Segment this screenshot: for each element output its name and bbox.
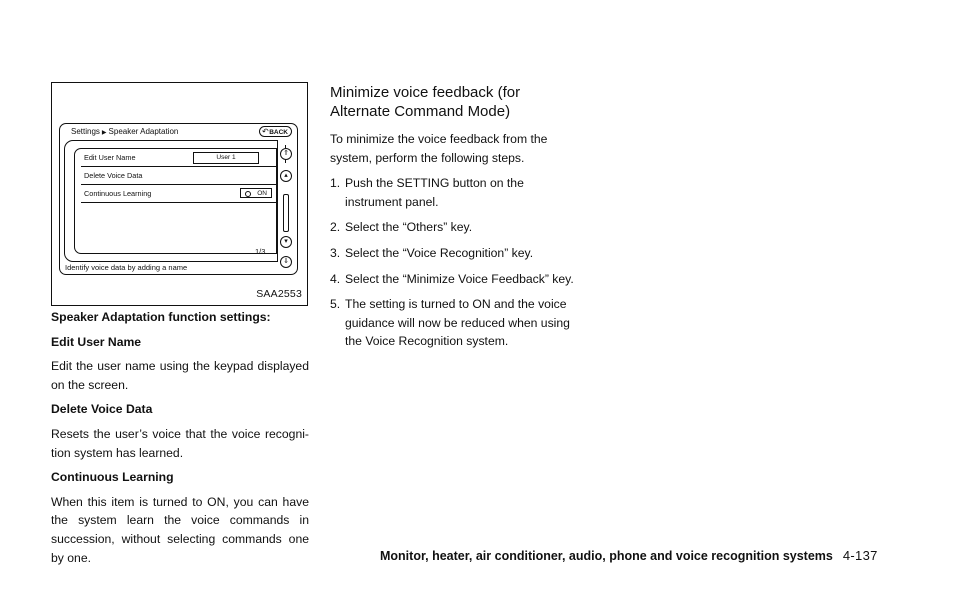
left-column [51,308,309,573]
page-indicator: 1/3 [255,247,266,256]
menu-item-label: Delete Voice Data [84,171,143,180]
chevron-up-icon: ▴ [284,172,288,179]
step-item [330,174,580,211]
step-number: 4. [330,271,341,286]
scroll-down-button[interactable] [280,236,292,248]
breadcrumb-parent[interactable]: Settings [71,127,100,136]
page-up-button[interactable] [280,148,292,160]
screen-figure [51,82,308,306]
scroll-up-button[interactable] [280,170,292,182]
breadcrumb-current: Speaker Adaptation [108,127,179,136]
menu-item-edit-user-name[interactable] [81,149,277,167]
page-footer [380,548,908,563]
menu-item-empty [81,203,277,220]
menu-item-continuous-learning[interactable] [81,185,277,203]
step-item [330,244,580,263]
step-text: Select the “Voice Recognition” key. [345,245,534,260]
double-chevron-up-icon: ⇑ [283,150,289,157]
step-number: 2. [330,220,341,235]
subheading-continuous-learning: Continuous Learning [51,470,174,485]
step-item [330,270,580,289]
menu-frame [64,140,278,262]
triangle-right-icon: ▶ [101,130,107,136]
step-number: 1. [330,176,341,191]
step-text: Select the “Others” key. [345,220,473,235]
toggle-state: ON [257,190,267,197]
user-name-value: User 1 [193,152,259,164]
back-label: BACK [269,129,288,136]
subheading-delete-voice-data: Delete Voice Data [51,402,153,417]
display-screen [59,123,298,275]
subheading-edit-user-name: Edit User Name [51,334,142,349]
steps-list [330,174,580,351]
menu-item-delete-voice-data[interactable] [81,167,277,185]
body-continuous-learning: When this item is turned to ON, you can have the system learn the voice commands in succession, without selecting commands one by one. [51,494,309,565]
step-number: 3. [330,245,341,260]
menu-list [74,148,277,254]
step-number: 5. [330,297,341,312]
body-delete-voice-data: Resets the user’s voice that the voice recogni-tion system has learned. [51,426,309,460]
section-heading: Speaker Adaptation function settings: [51,310,271,324]
section-title: Minimize voice feedback (for Alternate Command Mode) [330,84,521,120]
back-button[interactable] [259,126,292,137]
continuous-learning-toggle[interactable] [240,188,272,198]
step-item [330,295,580,351]
intro-text: To minimize the voice feedback from the system, perform the following steps. [330,132,548,165]
step-text: Push the SETTING button on the instrument panel. [345,176,524,209]
step-item [330,218,580,237]
body-edit-user-name: Edit the user name using the keypad displayed on the screen. [51,359,309,392]
right-column [330,84,580,358]
page-down-button[interactable] [280,256,292,268]
menu-item-label: Edit User Name [84,153,136,162]
figure-code: SAA2553 [256,288,302,300]
page-number: 4-137 [842,548,878,563]
chevron-down-icon: ▾ [284,238,288,245]
scrollbar[interactable] [283,194,289,232]
double-chevron-down-icon: ⇓ [283,258,289,265]
menu-item-label: Continuous Learning [84,189,152,198]
hint-text: Identify voice data by adding a name [65,263,188,272]
footer-section: Monitor, heater, air conditioner, audio, phone and voice recognition systems [380,549,833,563]
breadcrumb [71,127,178,136]
step-text: The setting is turned to ON and the voice guidance will now be reduced when using the Voice Recognition system. [345,297,570,349]
step-text: Select the “Minimize Voice Feedback” key. [345,271,574,286]
